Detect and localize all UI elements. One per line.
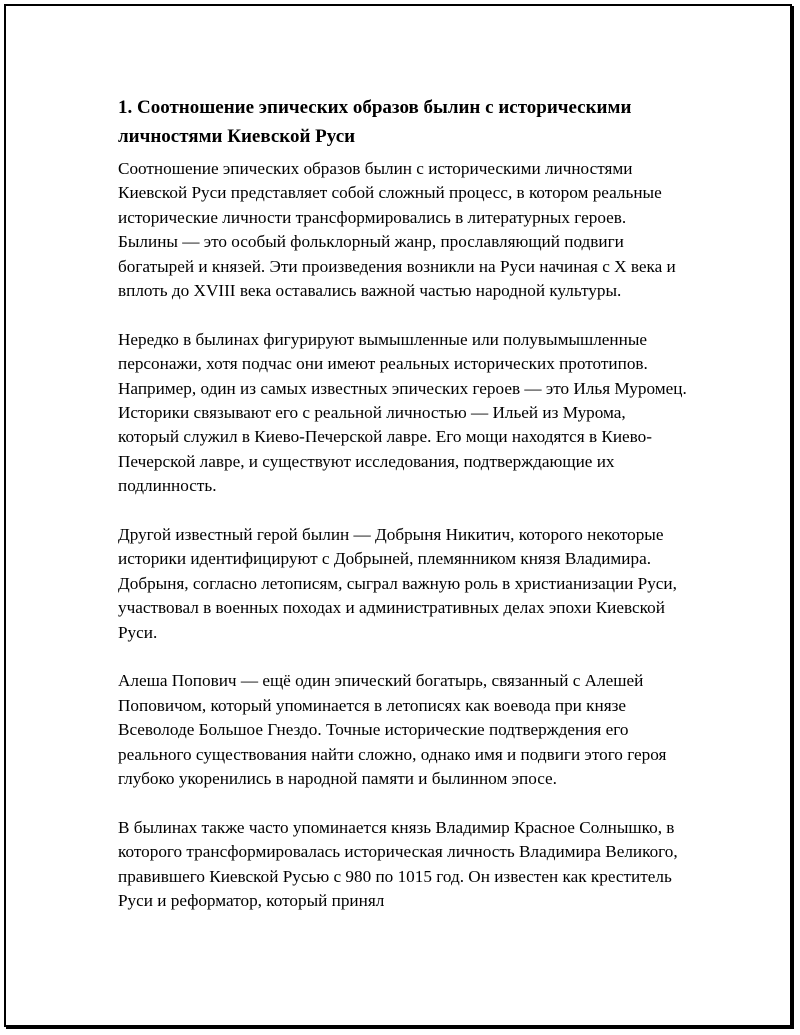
paragraph-intro: Соотношение эпических образов былин с историческими личностями Киевской Руси представляет собой сложный процесс, в котором реальные исторические личности трансформировались в литературных героев. Былины — это особый фольклорный жанр, прославляющий подвиги богатырей и князей. Эти произведения возникли на Руси начиная с X века и вплоть до XVIII века оставались важной частью народной культуры.: [118, 159, 676, 301]
paragraph-vladimir: В былинах также часто упоминается князь Владимир Красное Солнышко, в которого трансформировалась историческая личность Владимира Великого, правившего Киевской Русью с 980 по 1015 год. Он известен как креститель Руси и реформатор, который принял: [118, 817, 678, 911]
section-heading: 1. Соотношение эпических образов былин с историческими личностями Киевской Руси: [118, 97, 632, 147]
document-body: [118, 93, 688, 938]
paragraph-alesha-popovich: Алеша Попович — ещё один эпический богатырь, связанный с Алешей Поповичом, который упоминается в летописях как воевода при князе Всеволоде Большое Гнездо. Точные исторические подтверждения его реального существования найти сложно, однако имя и подвиги этого героя глубоко укоренились в народной памяти и былинном эпосе.: [118, 671, 667, 789]
paragraph-dobrynya-nikitich: Другой известный герой былин — Добрыня Никитич, которого некоторые историки идентифицируют с Добрыней, племянником князя Владимира. Добрыня, согласно летописям, сыграл важную роль в христианизации Руси, участвовал в военных походах и административных делах эпохи Киевской Руси.: [118, 525, 677, 642]
paragraph-ilya-muromets: Нередко в былинах фигурируют вымышленные или полувымышленные персонажи, хотя подчас они имеют реальных исторических прототипов. Например, один из самых известных эпических героев — это Илья Муромец. Историки связывают его с реальной личностью — Ильей из Мурома, который служил в Киево-Печерской лавре. Его мощи находятся в Киево-Печерской лавре, и существуют исследования, подтверждающие их подлинность.: [118, 329, 687, 496]
